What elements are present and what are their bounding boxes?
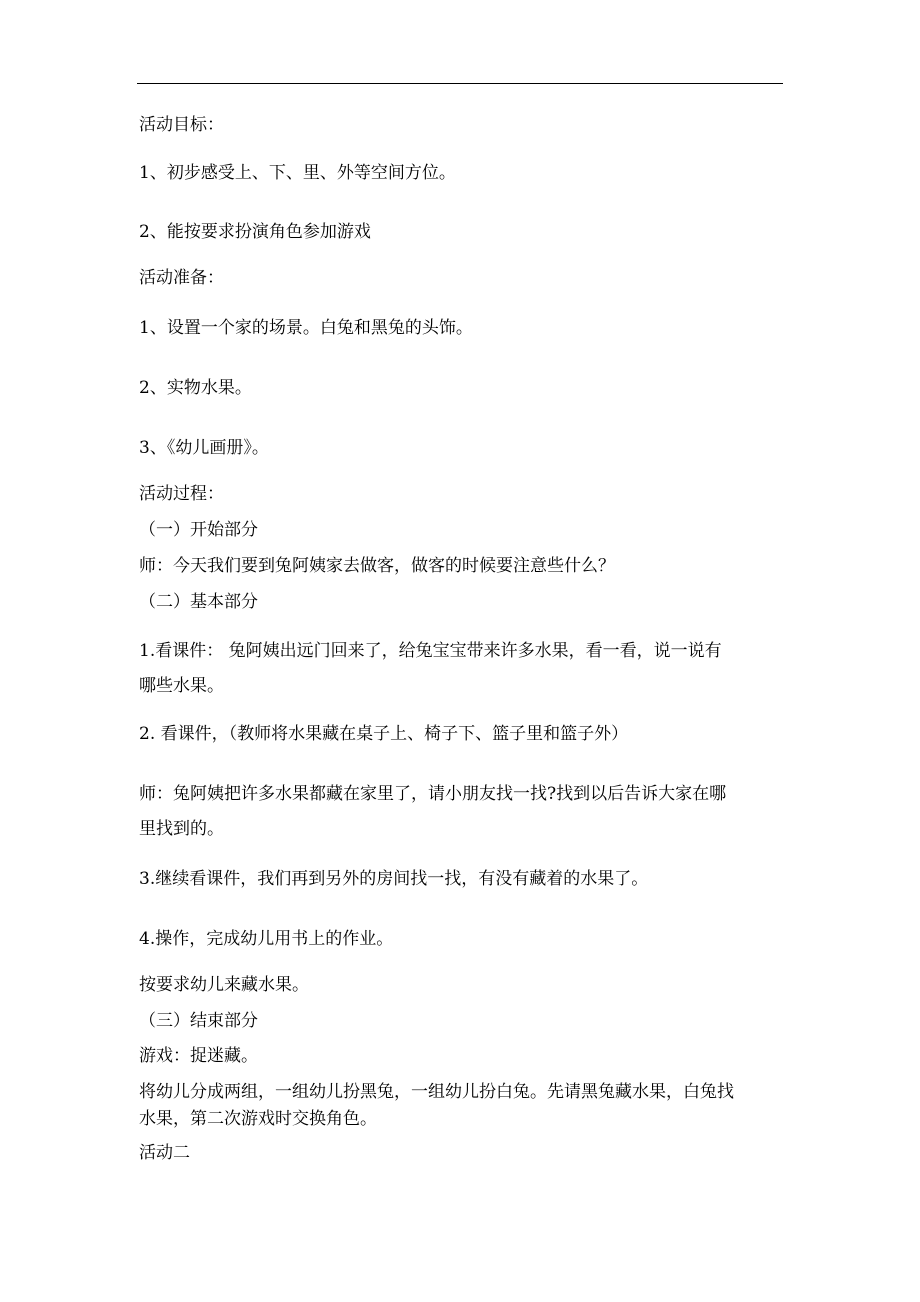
header-rule bbox=[137, 83, 783, 84]
preparation-item-1: 1、设置一个家的场景。白兔和黑兔的头饰。 bbox=[139, 318, 473, 338]
section-heading-goals: 活动目标： bbox=[139, 115, 224, 135]
subheading-basic: （二）基本部分 bbox=[139, 592, 258, 612]
step-3: 3.继续看课件，我们再到另外的房间找一找，有没有藏着的水果了。 bbox=[139, 869, 649, 889]
section-heading-preparation: 活动准备： bbox=[139, 268, 224, 288]
paragraph-teacher-question: 师：今天我们要到兔阿姨家去做客，做客的时候要注意些什么？ bbox=[139, 556, 615, 576]
game-description-line-1: 将幼儿分成两组，一组幼儿扮黑兔，一组幼儿扮白兔。先请黑兔藏水果，白兔找 bbox=[139, 1082, 734, 1102]
step-4: 4.操作，完成幼儿用书上的作业。 bbox=[139, 929, 394, 949]
subheading-ending: （三）结束部分 bbox=[139, 1011, 258, 1031]
subheading-opening: （一）开始部分 bbox=[139, 520, 258, 540]
teacher-line-2: 里找到的。 bbox=[139, 819, 224, 839]
step-2: 2. 看课件，（教师将水果藏在桌子上、椅子下、篮子里和篮子外） bbox=[139, 724, 629, 744]
goal-item-2: 2、能按要求扮演角色参加游戏 bbox=[139, 222, 371, 242]
goal-item-1: 1、初步感受上、下、里、外等空间方位。 bbox=[139, 163, 456, 183]
paragraph-game: 游戏：捉迷藏。 bbox=[139, 1046, 258, 1066]
game-description-line-2: 水果，第二次游戏时交换角色。 bbox=[139, 1109, 377, 1129]
section-heading-activity-two: 活动二 bbox=[139, 1143, 190, 1163]
step-1-line-2: 哪些水果。 bbox=[139, 676, 224, 696]
preparation-item-2: 2、实物水果。 bbox=[139, 378, 252, 398]
step-1-line-1: 1.看课件： 兔阿姨出远门回来了，给兔宝宝带来许多水果，看一看，说一说有 bbox=[139, 641, 722, 661]
teacher-line-1: 师：兔阿姨把许多水果都藏在家里了，请小朋友找一找?找到以后告诉大家在哪 bbox=[139, 784, 727, 804]
preparation-item-3: 3、《幼儿画册》。 bbox=[139, 438, 269, 458]
paragraph-hide-fruit: 按要求幼儿来藏水果。 bbox=[139, 975, 309, 995]
section-heading-process: 活动过程： bbox=[139, 484, 224, 504]
